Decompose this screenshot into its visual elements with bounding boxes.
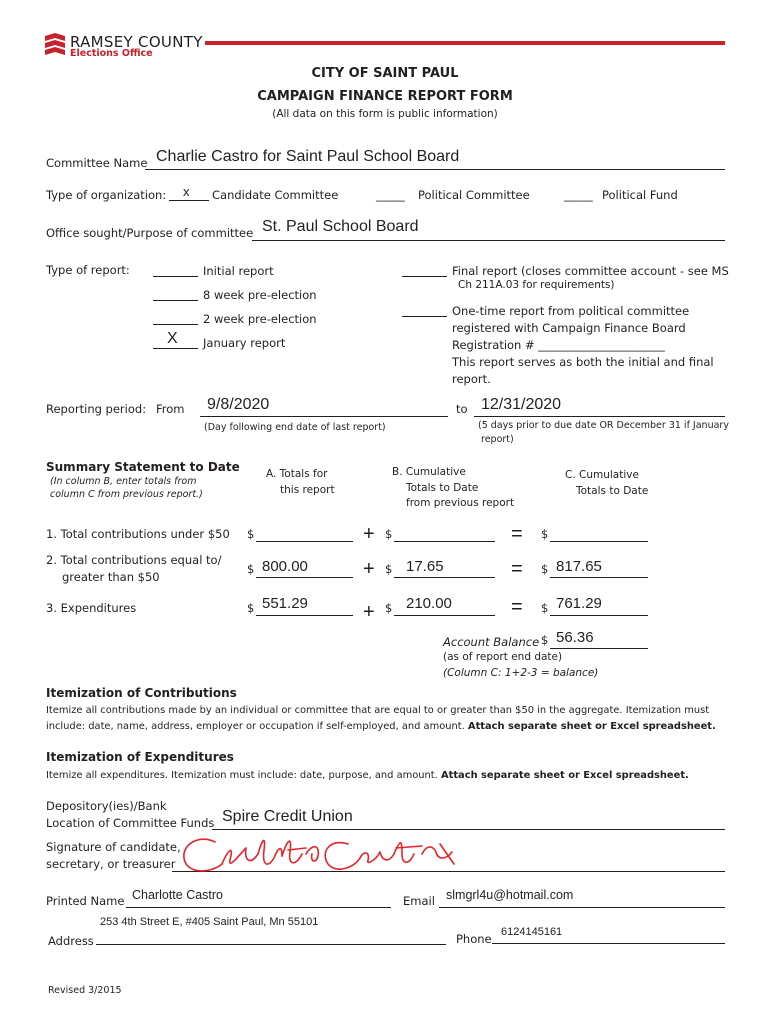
phone-line	[492, 943, 725, 944]
registration-number-field[interactable]: Registration # ______________________	[452, 338, 665, 352]
organization-label: Type of organization:	[46, 188, 167, 202]
phone-value[interactable]: 6124145161	[501, 926, 563, 938]
currency-sign: $	[385, 562, 393, 576]
contributions-text-2: include: date, name, address, employer or occupation if self-employed, and amount.	[46, 721, 465, 732]
summary-row-label-2: greater than $50	[62, 570, 160, 584]
contributions-attach-note: Attach separate sheet or Excel spreadsheet.	[467, 721, 716, 732]
printed-name-label: Printed Name	[46, 894, 125, 908]
row-2-col-b-value[interactable]: 17.65	[406, 558, 444, 575]
address-label: Address	[48, 934, 94, 948]
currency-sign: $	[247, 527, 255, 541]
column-c-header-2: Totals to Date	[576, 485, 649, 497]
row-1-col-c-line	[550, 541, 648, 542]
equals-sign: =	[511, 596, 523, 618]
public-info-note: (All data on this form is public information)	[272, 108, 498, 120]
plus-sign: +	[363, 601, 375, 623]
ramsey-county-logo	[44, 32, 66, 56]
row-3-col-c-line	[550, 615, 648, 616]
onetime-report-text-5: report.	[452, 372, 491, 386]
expenditures-text-wrap	[46, 770, 689, 781]
onetime-report-label: One-time report from political committee	[452, 304, 690, 318]
account-balance-label: Account Balance	[443, 635, 540, 649]
column-b-header-2: Totals to Date	[406, 482, 479, 494]
row-2-col-a-value[interactable]: 800.00	[262, 558, 308, 575]
summary-row-label: 1. Total contributions under $50	[46, 527, 230, 541]
office-name: Elections Office	[70, 48, 153, 59]
period-to-value[interactable]: 12/31/2020	[481, 396, 562, 413]
row-3-col-b-value[interactable]: 210.00	[406, 595, 452, 612]
form-title-city: CITY OF SAINT PAUL	[311, 66, 459, 81]
row-1-col-a-line	[256, 541, 353, 542]
period-to-note-2: report)	[481, 434, 514, 445]
header-rule	[205, 41, 725, 45]
row-2-col-b-line	[394, 577, 495, 578]
summary-subnote-2: column C from previous report.)	[50, 489, 203, 500]
email-line	[439, 907, 725, 908]
column-a-header: A. Totals for	[266, 468, 328, 480]
committee-name-label: Committee Name	[46, 156, 148, 170]
initial-report-label: Initial report	[203, 264, 274, 278]
final-report-label: Final report (closes committee account - see MS	[452, 264, 729, 278]
email-value[interactable]: slmgrl4u@hotmail.com	[446, 888, 574, 902]
org-name: RAMSEY COUNTY	[70, 33, 203, 51]
two-week-line[interactable]	[153, 324, 198, 325]
revision-note: Revised 3/2015	[48, 985, 122, 996]
currency-sign: $	[247, 601, 255, 615]
period-from-note: (Day following end date of last report)	[204, 422, 386, 433]
initial-report-line[interactable]	[153, 276, 198, 277]
signature-label: Signature of candidate,	[46, 840, 181, 854]
plus-sign: +	[363, 523, 375, 545]
office-sought-line	[252, 240, 725, 241]
currency-sign: $	[541, 527, 549, 541]
row-1-col-b-line	[394, 541, 495, 542]
contributions-heading: Itemization of Contributions	[46, 686, 237, 700]
period-from-label: From	[156, 402, 185, 416]
political-fund-label: Political Fund	[602, 188, 678, 202]
eight-week-label: 8 week pre-election	[203, 288, 317, 302]
period-to-label: to	[456, 402, 468, 416]
period-to-line	[474, 416, 725, 417]
office-sought-value[interactable]: St. Paul School Board	[262, 218, 419, 235]
january-report-mark[interactable]: X	[167, 330, 178, 347]
political-fund-blank[interactable]: _____	[564, 188, 593, 202]
summary-heading: Summary Statement to Date	[46, 460, 240, 474]
handwritten-signature[interactable]	[170, 830, 470, 880]
plus-sign: +	[363, 558, 375, 580]
candidate-committee-mark[interactable]: x	[183, 184, 190, 199]
row-3-col-b-line	[394, 615, 495, 616]
summary-row-label: 2. Total contributions equal to/	[46, 553, 222, 567]
depository-value[interactable]: Spire Credit Union	[222, 808, 353, 825]
account-balance-value[interactable]: 56.36	[556, 629, 594, 646]
summary-subnote-1: (In column B, enter totals from	[50, 476, 197, 487]
summary-row-label: 3. Expenditures	[46, 601, 137, 615]
equals-sign: =	[511, 523, 523, 545]
period-to-note: (5 days prior to due date OR December 31 if January	[478, 420, 729, 431]
depository-label: Depository(ies)/Bank	[46, 799, 167, 813]
expenditures-text: Itemize all expenditures. Itemization must include: date, purpose, and amount.	[46, 770, 438, 781]
column-c-header: C. Cumulative	[565, 469, 639, 481]
committee-name-value[interactable]: Charlie Castro for Saint Paul School Board	[156, 148, 460, 165]
row-2-col-a-line	[256, 577, 353, 578]
printed-name-value[interactable]: Charlotte Castro	[132, 888, 224, 902]
row-3-col-a-value[interactable]: 551.29	[262, 595, 308, 612]
currency-sign: $	[541, 633, 549, 647]
currency-sign: $	[541, 601, 549, 615]
onetime-report-text-2: registered with Campaign Finance Board	[452, 321, 686, 335]
january-report-line	[153, 348, 198, 349]
signature-label-2: secretary, or treasurer	[46, 857, 176, 871]
office-sought-label: Office sought/Purpose of committee	[46, 226, 254, 240]
phone-label: Phone	[456, 932, 492, 946]
political-committee-blank[interactable]: _____	[376, 188, 405, 202]
contributions-text-2-wrap	[46, 721, 716, 732]
january-report-label: January report	[203, 336, 286, 350]
row-3-col-a-line	[256, 615, 353, 616]
email-label: Email	[403, 894, 435, 908]
printed-name-line	[126, 907, 391, 908]
row-2-col-c-line	[550, 577, 648, 578]
currency-sign: $	[541, 562, 549, 576]
address-line	[96, 944, 446, 945]
account-balance-note-2: (Column C: 1+2-3 = balance)	[443, 667, 599, 679]
political-committee-label: Political Committee	[418, 188, 530, 202]
final-report-line[interactable]	[402, 276, 447, 277]
row-2-col-c-value[interactable]: 817.65	[556, 558, 602, 575]
expenditures-attach-note: Attach separate sheet or Excel spreadsheet.	[440, 770, 689, 781]
account-balance-note-1: (as of report end date)	[443, 651, 563, 663]
final-report-note: Ch 211A.03 for requirements)	[458, 279, 615, 291]
contributions-text-1: Itemize all contributions made by an individual or committee that are equal to or greater than $50 in the aggregate. Itemization must	[46, 705, 710, 716]
currency-sign: $	[385, 601, 393, 615]
address-value[interactable]: 253 4th Street E, #405 Saint Paul, Mn 55101	[100, 916, 319, 928]
candidate-committee-label: Candidate Committee	[212, 188, 339, 202]
reporting-period-label: Reporting period:	[46, 402, 147, 416]
column-b-header: B. Cumulative	[392, 466, 466, 478]
onetime-report-text-4: This report serves as both the initial and final	[452, 355, 714, 369]
form-title: CAMPAIGN FINANCE REPORT FORM	[257, 89, 513, 104]
committee-name-line	[145, 169, 725, 170]
expenditures-heading: Itemization of Expenditures	[46, 750, 234, 764]
equals-sign: =	[511, 558, 523, 580]
two-week-label: 2 week pre-election	[203, 312, 317, 326]
period-from-line	[200, 416, 448, 417]
depository-label-2: Location of Committee Funds	[46, 816, 215, 830]
onetime-report-line[interactable]	[402, 316, 447, 317]
currency-sign: $	[385, 527, 393, 541]
report-type-label: Type of report:	[46, 263, 130, 277]
candidate-committee-line	[169, 200, 209, 201]
row-3-col-c-value[interactable]: 761.29	[556, 595, 602, 612]
currency-sign: $	[247, 562, 255, 576]
ramsey-logo-icon	[44, 32, 66, 56]
column-b-header-3: from previous report	[406, 497, 515, 509]
period-from-value[interactable]: 9/8/2020	[207, 396, 270, 413]
column-a-header-2: this report	[280, 484, 335, 496]
account-balance-line	[550, 648, 648, 649]
eight-week-line[interactable]	[153, 300, 198, 301]
